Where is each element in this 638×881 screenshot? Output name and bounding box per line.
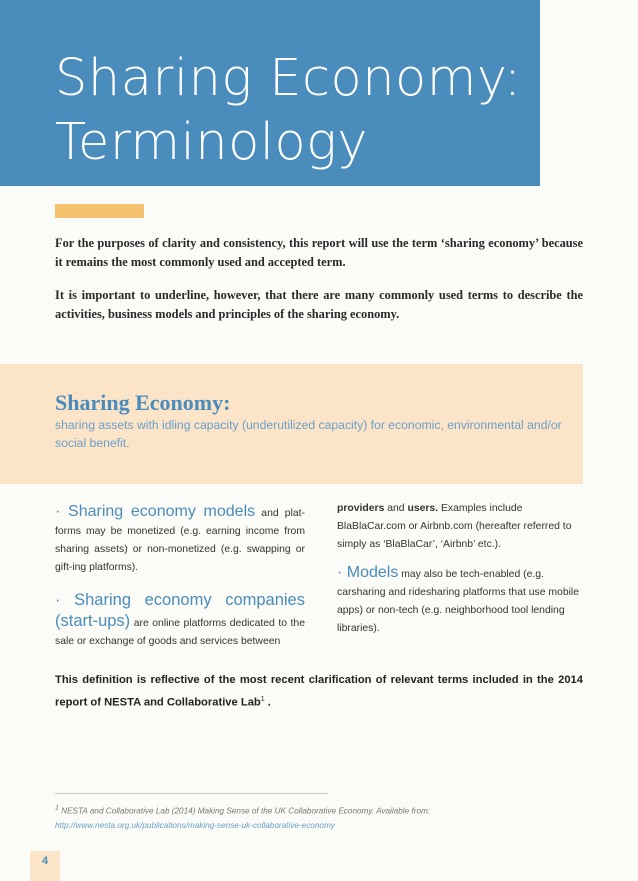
bullet-sharing-economy-companies [55, 591, 305, 651]
bullet3-text: may also be tech-enabled (e.g. carsharing and ridesharing platforms that use mobile apps) or non-tech (e.g. neighborhood tool lending libraries). [337, 569, 579, 634]
intro-paragraph-1: For the purposes of clarity and consistency, this report will use the term ‘sharing economy’ because it remains the most commonly used and accepted term. [55, 236, 583, 269]
page-title-line2: Terminology [55, 113, 368, 172]
page-number-badge [30, 851, 60, 881]
footnote-text: NESTA and Collaborative Lab (2014) Making Sense of the UK Collaborative Economy. Available from: [58, 806, 431, 816]
accent-divider [55, 204, 144, 218]
term-providers: providers [337, 503, 385, 514]
intro-paragraph-2: It is important to underline, however, that there are many commonly used terms to describe the activities, business models and principles of the sharing economy. [55, 288, 583, 321]
bullet-sharing-economy-models [55, 503, 305, 577]
conclusion-text: This definition is reflective of the most recent clarification of relevant terms included in the 2014 report of NESTA and Collaborative Lab [55, 674, 583, 709]
term-sharing-economy-companies: · Sharing economy companies (start-ups) [55, 591, 305, 630]
footnote [55, 802, 575, 833]
footnote-reference[interactable]: 1 [260, 696, 265, 703]
conclusion-paragraph [55, 671, 583, 713]
left-column [55, 503, 305, 651]
footnote-link[interactable]: http://www.nesta.org.uk/publications/making-sense-uk-collaborative-economy [55, 820, 335, 830]
term-users: users. [407, 503, 439, 514]
and-text: and [384, 503, 408, 514]
term-models: · Models [337, 564, 399, 581]
spacer [337, 554, 585, 564]
bullet-models [337, 564, 585, 638]
definition-title: Sharing Economy: [55, 390, 231, 415]
bullet2-text: are online platforms dedicated to the sale or exchange of goods and services between [55, 618, 305, 647]
page-title [55, 47, 535, 175]
page-number: 4 [41, 855, 49, 867]
continued-paragraph [337, 500, 585, 554]
bullet1-text: and plat-forms may be monetized (e.g. earning income from sharing assets) or non-monetized (e.g. swapping or gift-ing platforms). [55, 508, 306, 573]
footnote-marker: 1 [55, 805, 59, 812]
examples-text: Examples include BlaBlaCar.com or Airbnb.com (hereafter referred to simply as ‘BlaBlaCar’, ‘Airbnb’ etc.). [337, 503, 572, 550]
conclusion-end: . [264, 696, 271, 709]
page-title-line1: Sharing Economy: [55, 49, 522, 108]
definition-text: sharing assets with idling capacity (underutilized capacity) for economic, environmental and/or social benefit. [55, 418, 562, 450]
footnote-divider [55, 793, 328, 794]
right-column [337, 500, 585, 638]
term-sharing-economy-models: · Sharing economy models [55, 503, 256, 520]
spacer [55, 577, 305, 591]
